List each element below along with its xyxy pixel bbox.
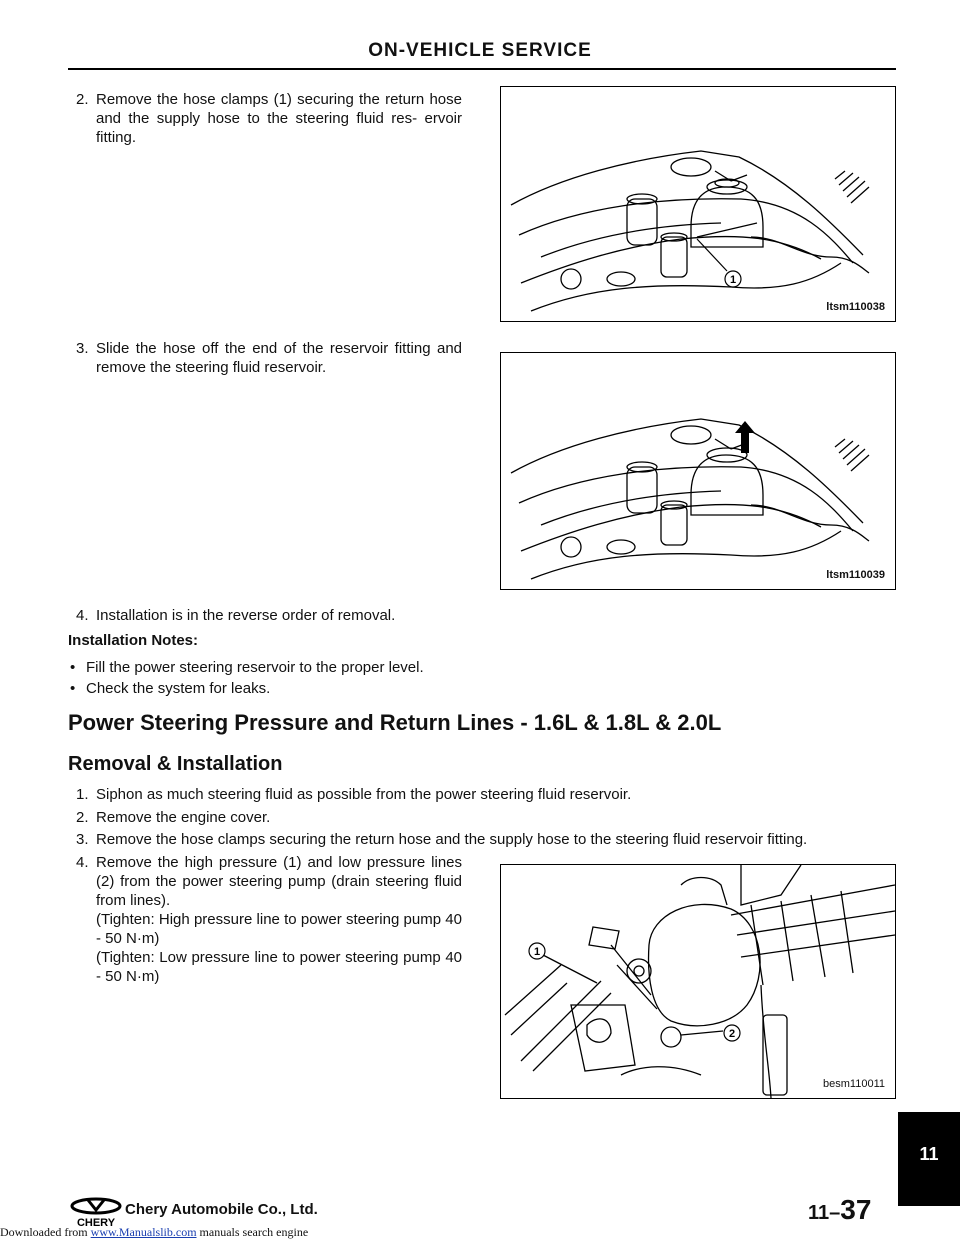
note-bullet — [70, 680, 270, 697]
figure-pump-lines-drawing — [501, 865, 895, 1098]
step-number: 3. — [76, 340, 89, 357]
figure-id: besm110011 — [823, 1078, 885, 1090]
tighten-spec-low: (Tighten: Low pressure line to power steering pump 40 - 50 N·m) — [96, 949, 462, 985]
figure-reservoir-clamps-drawing — [501, 87, 895, 321]
bullet-marker: • — [70, 659, 76, 676]
figure-id: ltsm110038 — [826, 301, 885, 313]
figure-reservoir-removal — [500, 352, 896, 590]
note-text: Fill the power steering reservoir to the proper level. — [86, 659, 424, 676]
step-b4 — [76, 853, 462, 986]
step-number: 2. — [76, 91, 89, 108]
step-3 — [76, 339, 462, 377]
step-4 — [76, 606, 476, 625]
figure-reservoir-clamps — [500, 86, 896, 322]
bullet-marker: • — [70, 680, 76, 697]
installation-notes-heading: Installation Notes: — [68, 632, 199, 649]
step-text: Remove the engine cover. — [96, 809, 271, 826]
chery-logo-icon — [64, 1196, 128, 1228]
header-rule — [68, 68, 896, 70]
step-2 — [76, 90, 462, 147]
download-prefix: Downloaded from — [0, 1225, 88, 1239]
callout-1: 1 — [729, 274, 737, 286]
figure-id: ltsm110039 — [826, 569, 885, 581]
chapter-tab-label: 11 — [919, 1144, 939, 1164]
chapter-tab — [898, 1112, 960, 1206]
download-suffix: manuals search engine — [199, 1225, 309, 1239]
note-text: Check the system for leaks. — [86, 680, 271, 697]
step-number: 4. — [76, 607, 89, 624]
step-number: 3. — [76, 831, 89, 848]
tighten-spec-high: (Tighten: High pressure line to power steering pump 40 - 50 N·m) — [96, 911, 462, 947]
callout-2: 2 — [728, 1028, 736, 1040]
page-num: 37 — [840, 1194, 872, 1225]
step-text: Siphon as much steering fluid as possible from the power steering fluid reservoir. — [96, 786, 632, 803]
step-number: 4. — [76, 854, 89, 871]
callout-1: 1 — [533, 946, 541, 958]
note-bullet — [70, 659, 424, 676]
logo-text: CHERY — [76, 1217, 116, 1228]
company-name: Chery Automobile Co., Ltd. — [125, 1201, 318, 1218]
page-prefix: 11– — [808, 1202, 841, 1224]
step-b2 — [76, 808, 896, 827]
step-b3 — [76, 830, 896, 849]
step-text: Remove the hose clamps securing the return hose and the supply hose to the steering fluid reservoir fitting. — [96, 831, 808, 848]
step-number: 2. — [76, 809, 89, 826]
step-text: Remove the hose clamps (1) securing the return hose and the supply hose to the steering fluid res- ervoir fitting. — [96, 91, 462, 146]
figure-reservoir-removal-drawing — [501, 353, 895, 589]
chery-logo — [64, 1196, 128, 1228]
figure-pump-lines — [500, 864, 896, 1099]
step-b1 — [76, 785, 896, 804]
section-subtitle: Removal & Installation — [68, 753, 283, 775]
step-number: 1. — [76, 786, 89, 803]
section-title: Power Steering Pressure and Return Lines - 1.6L & 1.8L & 2.0L — [68, 710, 722, 735]
manualslib-link[interactable]: www.Manualslib.com — [90, 1225, 197, 1239]
page-number — [808, 1194, 871, 1226]
step-text: Installation is in the reverse order of removal. — [96, 607, 396, 624]
page-header-title: ON-VEHICLE SERVICE — [368, 40, 592, 61]
download-footer — [0, 1225, 308, 1240]
step-text: Slide the hose off the end of the reservoir fitting and remove the steering fluid reservoir. — [96, 340, 462, 376]
step-text: Remove the high pressure (1) and low pressure lines (2) from the power steering pump (drain steering fluid from lines). — [96, 854, 462, 909]
